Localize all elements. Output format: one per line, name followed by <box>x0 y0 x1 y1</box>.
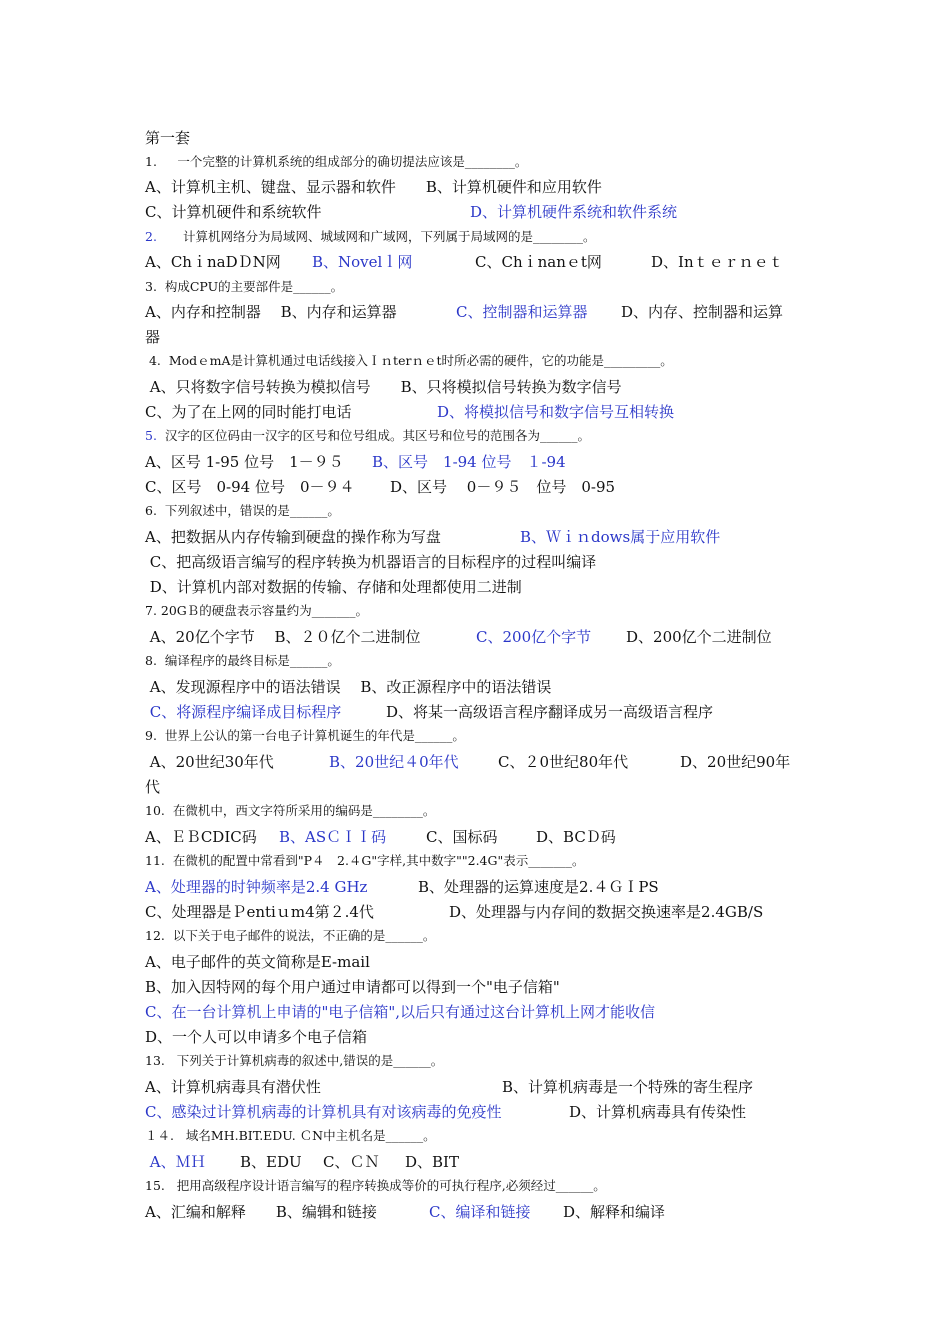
answer-text: B、20世纪４0年代 <box>329 753 459 771</box>
line-text: A、ＥＢCDIC码 <box>145 828 257 846</box>
line-text: C、２0世纪80年代 <box>498 753 629 771</box>
answer-text: C、感染过计算机病毒的计算机具有对该病毒的免疫性 <box>145 1103 502 1121</box>
line-text: C、为了在上网的同时能打电话 <box>145 403 352 421</box>
line-text: A、汇编和解释 B、编辑和链接 <box>145 1203 377 1221</box>
option-line <box>145 755 805 775</box>
line-text: B、加入因特网的每个用户通过申请都可以得到一个"电子信箱" <box>145 978 560 996</box>
line-text: D、一个人可以申请多个电子信箱 <box>145 1028 368 1046</box>
line-text: 第一套 <box>145 129 191 147</box>
option-line <box>145 630 805 650</box>
option-line <box>145 1155 805 1175</box>
option-line <box>145 1105 805 1125</box>
line-text: 12. 以下关于电子邮件的说法，不正确的是______。 <box>145 928 436 943</box>
line-text: 1. 一个完整的计算机系统的组成部分的确切提法应该是________。 <box>145 154 528 169</box>
line-text: A、把数据从内存传输到硬盘的操作称为写盘 <box>145 528 441 546</box>
question-line <box>145 281 805 301</box>
option-line <box>145 205 805 225</box>
option-line <box>145 555 805 575</box>
line-text: 代 <box>145 778 161 796</box>
line-text: 13. 下列关于计算机病毒的叙述中,错误的是______。 <box>145 1053 444 1068</box>
line-text: A、只将数字信号转换为模拟信号 B、只将模拟信号转换为数字信号 <box>145 378 622 396</box>
line-text: A、电子邮件的英文简称是E-mail <box>145 953 370 971</box>
option-line <box>145 955 805 975</box>
option-line <box>145 830 805 850</box>
line-text: 10. 在微机中，西文字符所采用的编码是________。 <box>145 803 436 818</box>
answer-text: D、将模拟信号和数字信号互相转换 <box>437 403 675 421</box>
question-line <box>145 855 805 875</box>
line-text: C、处理器是Ｐentiｕm4第２.4代 <box>145 903 374 921</box>
option-line <box>145 905 805 925</box>
line-text: C、国标码 <box>426 828 498 846</box>
line-text: C、计算机硬件和系统软件 <box>145 203 322 221</box>
line-text: B、EDU <box>240 1153 302 1171</box>
line-text: D、内存、控制器和运算 <box>621 303 784 321</box>
answer-text: C、编译和链接 <box>429 1203 531 1221</box>
answer-text: B、ASＣＩＩ码 <box>279 828 387 846</box>
line-text: 6. 下列叙述中，错误的是______。 <box>145 503 340 518</box>
line-text: A、发现源程序中的语法错误 B、改正源程序中的语法错误 <box>145 678 552 696</box>
line-text: D、将某一高级语言程序翻译成另一高级语言程序 <box>386 703 714 721</box>
question-line <box>145 156 805 176</box>
option-line <box>145 1005 805 1025</box>
answer-text: 5. <box>145 428 157 443</box>
option-line <box>145 180 805 200</box>
line-text: C、Chｉnanｅt网 <box>475 253 602 271</box>
answer-text: A、ＭＨ <box>145 1153 206 1171</box>
line-text: 7. 20GＢ的硬盘表示容量约为_______。 <box>145 603 369 618</box>
question-line <box>145 605 805 625</box>
question-line <box>145 1130 805 1150</box>
question-line <box>145 355 805 375</box>
question-line <box>145 805 805 825</box>
option-line <box>145 1080 805 1100</box>
line-text: A、区号 1-95 位号 1－９５ <box>145 453 344 471</box>
option-line <box>145 380 805 400</box>
question-line <box>145 730 805 750</box>
line-text: D、计算机病毒具有传染性 <box>569 1103 747 1121</box>
line-text: C、把高级语言编写的程序转换为机器语言的目标程序的过程叫编译 <box>145 553 597 571</box>
option-line <box>145 305 805 325</box>
option-line <box>145 530 805 550</box>
option-line <box>145 580 805 600</box>
line-text: D、200亿个二进制位 <box>626 628 772 646</box>
question-line <box>145 930 805 950</box>
option-line <box>145 1205 805 1225</box>
line-text: C、ＣＮ <box>323 1153 380 1171</box>
answer-text: B、Novelｌ网 <box>312 253 413 271</box>
question-line <box>145 1180 805 1200</box>
line-text: D、BCＤ码 <box>536 828 616 846</box>
line-text: B、处理器的运算速度是2.４ＧＩPS <box>418 878 659 896</box>
answer-text: D、计算机硬件系统和软件系统 <box>470 203 678 221</box>
line-text: 汉字的区位码由一汉字的区号和位号组成。其区号和位号的范围各为______。 <box>161 428 590 443</box>
option-line <box>145 405 805 425</box>
answer-text: B、区号 1-94 位号 １-94 <box>372 453 566 471</box>
line-text: A、20亿个字节 B、２０亿个二进制位 <box>145 628 421 646</box>
option-line <box>145 255 805 275</box>
answer-text: 2. <box>145 229 157 244</box>
line-text: A、20世纪30年代 <box>145 753 274 771</box>
line-text: 9. 世界上公认的第一台电子计算机诞生的年代是______。 <box>145 728 465 743</box>
line-text: B、计算机病毒是一个特殊的寄生程序 <box>502 1078 754 1096</box>
set-title <box>145 131 805 151</box>
line-text: A、内存和控制器 B、内存和运算器 <box>145 303 397 321</box>
line-text: 15. 把用高级程序设计语言编写的程序转换成等价的可执行程序,必须经过______。 <box>145 1178 606 1193</box>
line-text: A、计算机病毒具有潜伏性 <box>145 1078 321 1096</box>
option-line <box>145 705 805 725</box>
line-text: 器 <box>145 328 161 346</box>
line-text: １４. 域名MH.BIT.EDU. ＣN中主机名是______。 <box>145 1128 436 1143</box>
line-text: 3. 构成CPU的主要部件是______。 <box>145 279 344 294</box>
option-line <box>145 680 805 700</box>
option-line <box>145 330 805 350</box>
line-text: D、20世纪90年 <box>680 753 791 771</box>
line-text: D、解释和编译 <box>563 1203 666 1221</box>
line-text: D、BIT <box>405 1153 459 1171</box>
option-line <box>145 980 805 1000</box>
answer-text: A、处理器的时钟频率是2.4 GHz <box>145 878 368 896</box>
option-line <box>145 880 805 900</box>
line-text: 4. ModｅmA是计算机通过电话线接入Ｉｎterｎｅt时所必需的硬件，它的功能是_________。 <box>145 353 673 368</box>
line-text: 8. 编译程序的最终目标是______。 <box>145 653 340 668</box>
question-line <box>145 655 805 675</box>
answer-text: B、Ｗｉｎdows属于应用软件 <box>520 528 721 546</box>
option-line <box>145 480 805 500</box>
line-text: 计算机网络分为局域网、城域网和广域网，下列属于局域网的是________。 <box>175 229 596 244</box>
question-line <box>145 1055 805 1075</box>
line-text: 11. 在微机的配置中常看到"P４ 2.４G"字样,其中数字""2.4G"表示_______。 <box>145 853 585 868</box>
line-text: D、处理器与内存间的数据交换速率是2.4GB/S <box>449 903 764 921</box>
line-text: A、计算机主机、键盘、显示器和软件 B、计算机硬件和应用软件 <box>145 178 602 196</box>
line-text: D、区号 0－９５ 位号 0-95 <box>390 478 616 496</box>
question-line <box>145 231 805 251</box>
option-line <box>145 780 805 800</box>
answer-text: C、在一台计算机上申请的"电子信箱",以后只有通过这台计算机上网才能收信 <box>145 1003 656 1021</box>
answer-text: C、将源程序编译成目标程序 <box>145 703 342 721</box>
line-text: C、区号 0-94 位号 0－９４ <box>145 478 355 496</box>
line-text: D、Inｔｅｒｎｅｔ <box>651 253 784 271</box>
question-line <box>145 505 805 525</box>
line-text: D、计算机内部对数据的传输、存储和处理都使用二进制 <box>145 578 522 596</box>
option-line <box>145 455 805 475</box>
line-text: A、ChｉnaDＤN网 <box>145 253 281 271</box>
answer-text: C、控制器和运算器 <box>456 303 588 321</box>
option-line <box>145 1030 805 1050</box>
answer-text: C、200亿个字节 <box>476 628 592 646</box>
question-line <box>145 430 805 450</box>
